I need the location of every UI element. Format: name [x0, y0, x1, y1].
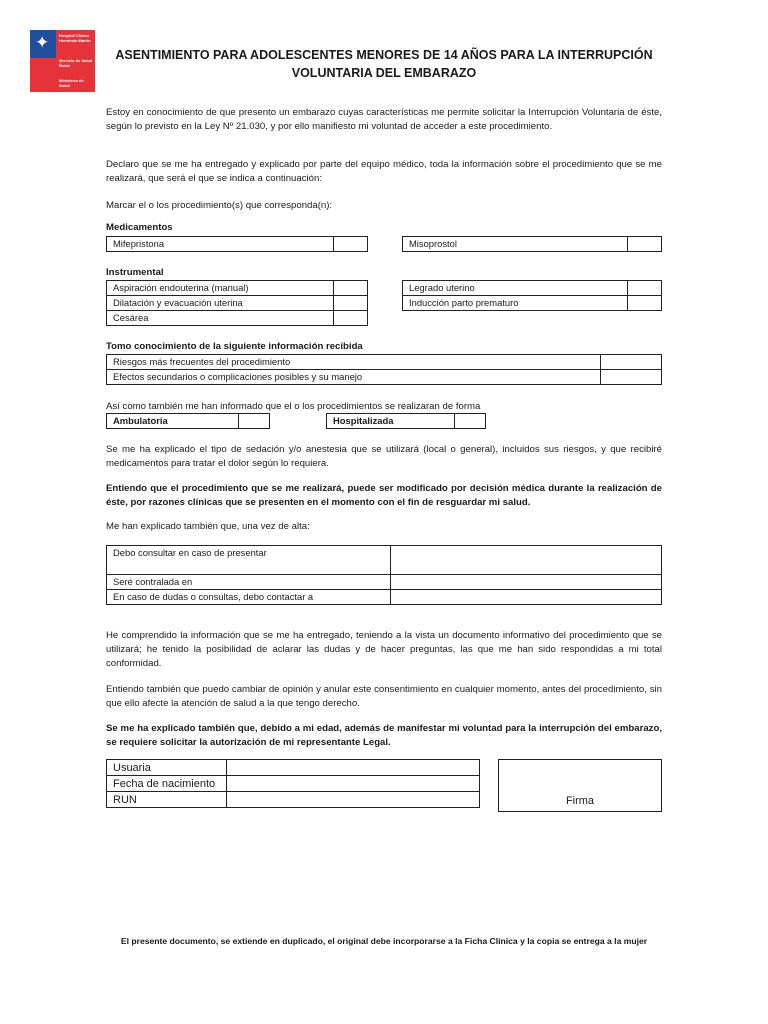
table-row — [107, 296, 368, 311]
usuaria-label: Usuaria — [107, 760, 227, 776]
paragraph-representante: Se me ha explicado también que, debido a mi edad, además de manifestar mi voluntad para la interrupción del embarazo, se requiere solicitar la autorización de mi representante Legal. — [106, 723, 662, 748]
logo-ministry: Ministerio de Salud — [59, 78, 84, 88]
table-row — [403, 281, 662, 296]
informacion-table — [106, 354, 662, 385]
logo-service-name: Servicio de Salud Ñuble — [59, 58, 93, 68]
medication-label: Mifepristona — [107, 237, 334, 252]
firma-box[interactable] — [498, 759, 662, 812]
ambulatoria-label: Ambulatoria — [107, 414, 239, 429]
paragraph-forma: Así como también me han informado que el o los procedimientos se realizaran de forma — [106, 401, 481, 412]
medicamentos-right-table — [402, 236, 662, 252]
medicamentos-heading: Medicamentos — [106, 222, 173, 233]
checkbox-aspiracion[interactable] — [334, 281, 368, 296]
alta-table — [106, 545, 662, 605]
table-row — [107, 776, 480, 792]
checkbox-riesgos[interactable] — [601, 355, 662, 370]
checkbox-mifepristona[interactable] — [334, 237, 368, 252]
table-row — [107, 590, 662, 605]
alta-field-contactar[interactable] — [391, 590, 662, 605]
title-line-1: ASENTIMIENTO PARA ADOLESCENTES MENORES DE 14 AÑOS PARA LA INTERRUPCIÓN — [115, 48, 653, 62]
checkbox-cesarea[interactable] — [334, 311, 368, 326]
footer-note: El presente documento, se extiende en duplicado, el original debe incorporarse a la Ficha Clínica y la copia se entrega a la mujer — [120, 936, 648, 946]
procedure-label: Legrado uterino — [403, 281, 628, 296]
hospitalizada-label: Hospitalizada — [327, 414, 455, 429]
paragraph-mark-instruction: Marcar el o los procedimiento(s) que corresponda(n): — [106, 200, 333, 211]
alta-label: Debo consultar en caso de presentar — [107, 546, 391, 575]
alta-label: En caso de dudas o consultas, debo contactar a — [107, 590, 391, 605]
alta-field-consultar[interactable] — [391, 546, 662, 575]
alta-label: Seré contralada en — [107, 575, 391, 590]
table-row — [107, 792, 480, 808]
info-label: Efectos secundarios o complicaciones posibles y su manejo — [107, 370, 601, 385]
table-row — [107, 546, 662, 575]
paragraph-sedacion: Se me ha explicado el tipo de sedación y/o anestesia que se utilizará (local o general), incluidos sus riesgos, y que recibiré medicamentos para tratar el dolor según lo requiera. — [106, 444, 662, 469]
table-row — [403, 296, 662, 311]
table-row — [107, 355, 662, 370]
alta-field-controlada[interactable] — [391, 575, 662, 590]
table-row — [107, 370, 662, 385]
table-row — [107, 414, 270, 429]
paragraph-cambio-opinion: Entiendo también que puedo cambiar de opinión y anular este consentimiento en cualquier momento, antes del procedimiento, sin que ello afecte la atención de salud a la que tengo derecho. — [106, 684, 662, 709]
hospital-logo — [30, 30, 95, 92]
table-row — [403, 237, 662, 252]
procedure-label: Inducción parto prematuro — [403, 296, 628, 311]
medication-label: Misoprostol — [403, 237, 628, 252]
title-line-2: VOLUNTARIA DEL EMBARAZO — [291, 66, 477, 80]
document-title — [110, 46, 658, 82]
table-row — [107, 281, 368, 296]
paragraph-comprension: He comprendido la información que se me ha entregado, teniendo a la vista un documento informativo del procedimiento que se utilizará; he tenido la posibilidad de aclarar las dudas y de hacer preguntas, las que me han sido respondidas a mi total conformidad. — [106, 630, 662, 669]
procedure-label: Aspiración endouterina (manual) — [107, 281, 334, 296]
usuaria-field[interactable] — [227, 760, 480, 776]
checkbox-induccion[interactable] — [628, 296, 662, 311]
firma-label: Firma — [565, 795, 595, 807]
paragraph-knowledge: Estoy en conocimiento de que presento un embarazo cuyas características me permite solicitar la Interrupción Voluntaria de éste, según lo previsto en la Ley Nº 21.030, y por ello manifiesto mi voluntad de acceder a este procedimiento. — [106, 107, 662, 132]
hospitalizada-table — [326, 413, 486, 429]
instrumental-left-table — [106, 280, 368, 326]
table-row — [107, 311, 368, 326]
table-row — [107, 760, 480, 776]
usuaria-label: RUN — [107, 792, 227, 808]
procedure-label: Cesárea — [107, 311, 334, 326]
informacion-heading: Tomo conocimiento de la siguiente información recibida — [106, 341, 363, 352]
table-row — [327, 414, 486, 429]
usuaria-table — [106, 759, 480, 808]
medicamentos-left-table — [106, 236, 368, 252]
table-row — [107, 575, 662, 590]
fecha-nacimiento-field[interactable] — [227, 776, 480, 792]
paragraph-alta: Me han explicado también que, una vez de alta: — [106, 521, 310, 532]
instrumental-heading: Instrumental — [106, 267, 164, 278]
coat-of-arms-icon: ✦ — [35, 33, 50, 52]
logo-hospital-name: Hospital Clínico Herminda Martín — [59, 33, 91, 43]
paragraph-modificacion: Entiendo que el procedimiento que se me realizará, puede ser modificado por decisión médica durante la realización de éste, por razones clínicas que se presenten en el momento con el fin de resguardar mi salud. — [106, 483, 662, 508]
instrumental-right-table — [402, 280, 662, 311]
info-label: Riesgos más frecuentes del procedimiento — [107, 355, 601, 370]
paragraph-declaration: Declaro que se me ha entregado y explicado por parte del equipo médico, toda la información sobre el procedimiento que se me realizará, que será el que se indica a continuación: — [106, 159, 662, 184]
checkbox-efectos[interactable] — [601, 370, 662, 385]
checkbox-legrado[interactable] — [628, 281, 662, 296]
run-field[interactable] — [227, 792, 480, 808]
procedure-label: Dilatación y evacuación uterina — [107, 296, 334, 311]
checkbox-dilatacion[interactable] — [334, 296, 368, 311]
ambulatoria-table — [106, 413, 270, 429]
checkbox-hospitalizada[interactable] — [455, 414, 486, 429]
checkbox-ambulatoria[interactable] — [239, 414, 270, 429]
table-row — [107, 237, 368, 252]
checkbox-misoprostol[interactable] — [628, 237, 662, 252]
usuaria-label: Fecha de nacimiento — [107, 776, 227, 792]
